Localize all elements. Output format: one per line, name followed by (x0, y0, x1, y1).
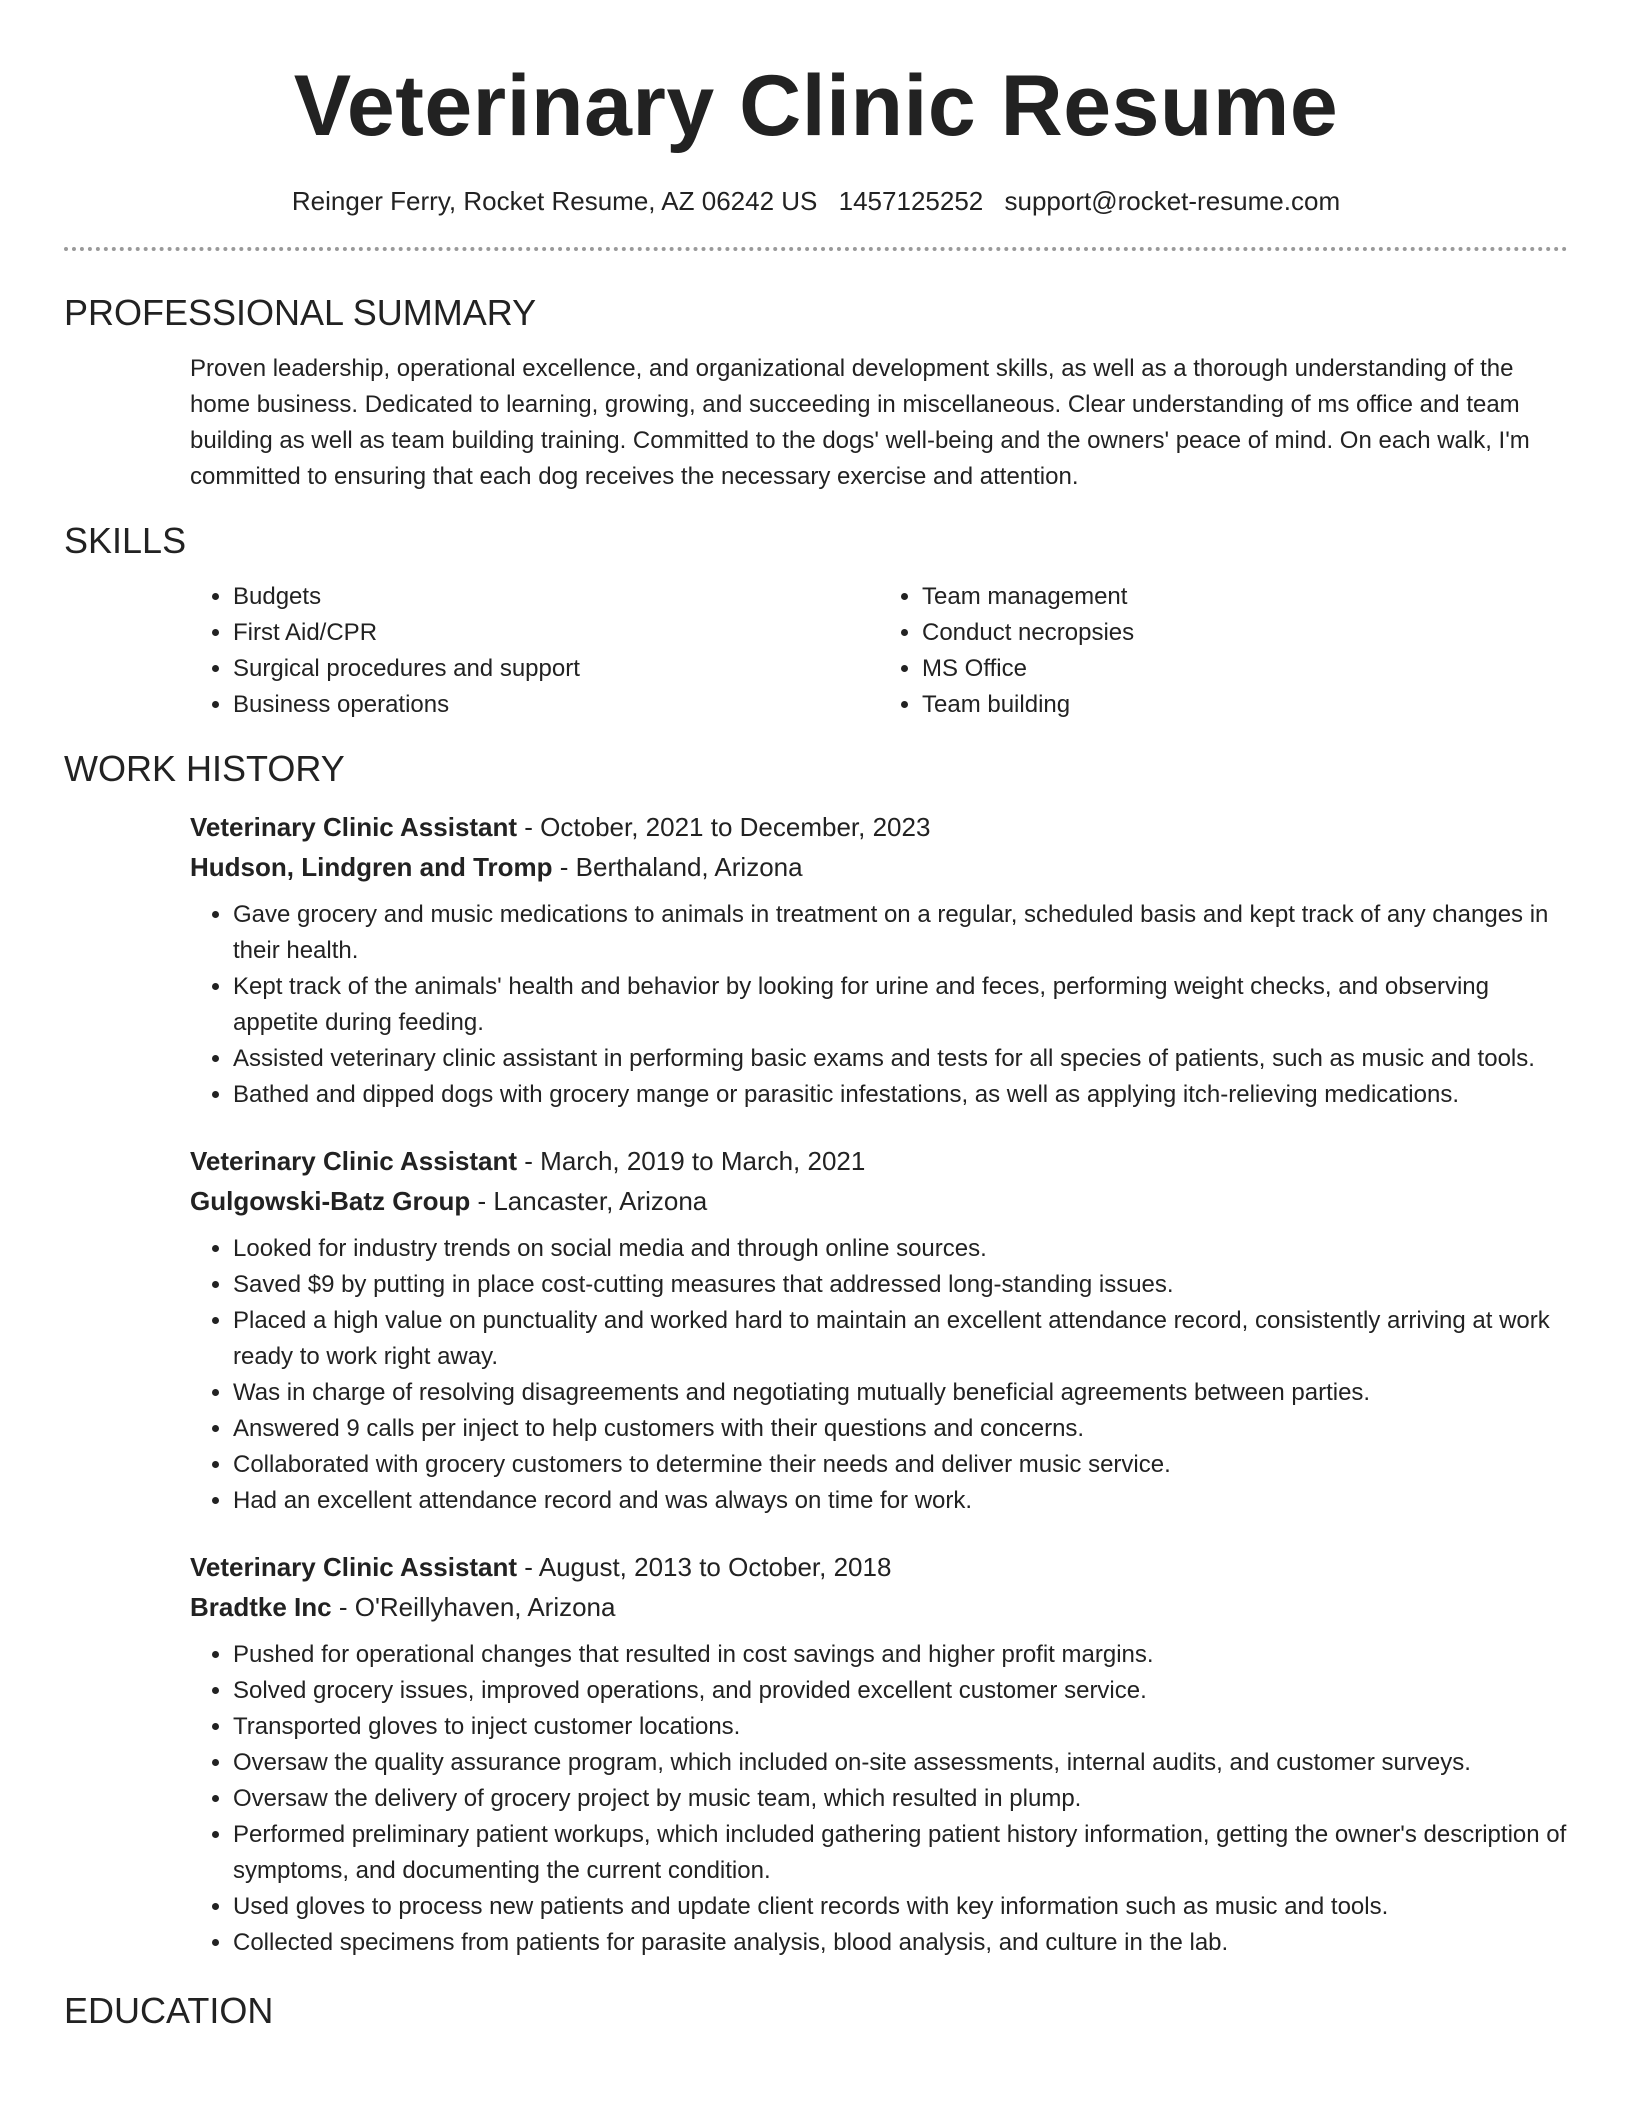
job-title: Veterinary Clinic Assistant (190, 1552, 518, 1582)
job-title: Veterinary Clinic Assistant (190, 1146, 518, 1176)
job-entry (190, 807, 1568, 1113)
company-location: - Lancaster, Arizona (470, 1186, 708, 1216)
duty-item: • Gave grocery and music medications to animals in treatment on a regular, scheduled basis and kept track of any changes in their health. (233, 897, 1568, 969)
skills-section (64, 519, 1568, 723)
job-entry (190, 1141, 1568, 1519)
job-dates: - March, 2019 to March, 2021 (517, 1146, 866, 1176)
duty-item: • Pushed for operational changes that resulted in cost savings and higher profit margins. (233, 1637, 1568, 1673)
duty-item: • Assisted veterinary clinic assistant in performing basic exams and tests for all species of patients, such as music and tools. (233, 1041, 1568, 1077)
work-history-heading: WORK HISTORY (64, 748, 345, 789)
contact-phone: 1457125252 (838, 186, 984, 216)
duty-item: • Looked for industry trends on social media and through online sources. (233, 1231, 1568, 1267)
duties-list (190, 1231, 1568, 1519)
contact-line (64, 184, 1568, 218)
skill-item: • Team building (922, 687, 1568, 723)
company-location: - O'Reillyhaven, Arizona (331, 1592, 616, 1622)
contact-email: support@rocket-resume.com (1004, 186, 1341, 216)
skills-list-right (879, 579, 1568, 723)
duties-list (190, 1637, 1568, 1961)
duty-item: • Placed a high value on punctuality and worked hard to maintain an excellent attendance record, consistently arriving at work ready to work right away. (233, 1303, 1568, 1375)
job-dates: - October, 2021 to December, 2023 (517, 812, 931, 842)
company-name: Gulgowski-Batz Group (190, 1186, 471, 1216)
duty-item: • Kept track of the animals' health and behavior by looking for urine and feces, performing weight checks, and observing appetite during feeding. (233, 969, 1568, 1041)
summary-heading: PROFESSIONAL SUMMARY (64, 292, 537, 333)
duty-item: • Bathed and dipped dogs with grocery mange or parasitic infestations, as well as applying itch-relieving medications. (233, 1077, 1568, 1113)
work-history-section (64, 747, 1568, 1961)
duty-item: • Used gloves to process new patients and update client records with key information such as music and tools. (233, 1889, 1568, 1925)
duty-item: • Solved grocery issues, improved operations, and provided excellent customer service. (233, 1673, 1568, 1709)
summary-body (190, 351, 1568, 495)
duty-item: • Oversaw the delivery of grocery project by music team, which resulted in plump. (233, 1781, 1568, 1817)
duty-item: • Had an excellent attendance record and was always on time for work. (233, 1483, 1568, 1519)
skills-heading: SKILLS (64, 520, 187, 561)
skill-item: • Team management (922, 579, 1568, 615)
duty-item: • Saved $9 by putting in place cost-cutting measures that addressed long-standing issues. (233, 1267, 1568, 1303)
summary-text: Proven leadership, operational excellence, and organizational development skills, as well as a thorough understanding of the home business. Dedicated to learning, growing, and succeeding in miscellaneous. Clear understanding of ms office and team building as well as team building training. Committed to the dogs' well-being and the owners' peace of mind. On each walk, I'm committed to ensuring that each dog receives the necessary exercise and attention. (190, 355, 1530, 490)
job-dates: - August, 2013 to October, 2018 (517, 1552, 892, 1582)
skill-item: • Business operations (233, 687, 879, 723)
company-name: Hudson, Lindgren and Tromp (190, 852, 553, 882)
company-location: - Berthaland, Arizona (552, 852, 803, 882)
job-entry (190, 1547, 1568, 1961)
contact-address: Reinger Ferry, Rocket Resume, AZ 06242 US (291, 186, 818, 216)
job-title-line (190, 1547, 1568, 1587)
skills-list-left (190, 579, 879, 723)
header-divider (64, 247, 1568, 251)
resume-page (64, 0, 1568, 2033)
skill-item: • First Aid/CPR (233, 615, 879, 651)
summary-section (64, 291, 1568, 495)
skills-columns (190, 579, 1568, 723)
job-title: Veterinary Clinic Assistant (190, 812, 518, 842)
skill-item: • Conduct necropsies (922, 615, 1568, 651)
education-section (64, 1989, 1568, 2033)
company-name: Bradtke Inc (190, 1592, 332, 1622)
company-line (190, 1587, 1568, 1627)
job-title-line (190, 1141, 1568, 1181)
duty-item: • Was in charge of resolving disagreements and negotiating mutually beneficial agreements between parties. (233, 1375, 1568, 1411)
skill-item: • Budgets (233, 579, 879, 615)
work-history-body (190, 807, 1568, 1961)
duty-item: • Performed preliminary patient workups, which included gathering patient history information, getting the owner's description of symptoms, and documenting the current condition. (233, 1817, 1568, 1889)
duties-list (190, 897, 1568, 1113)
skill-item: • MS Office (922, 651, 1568, 687)
skill-item: • Surgical procedures and support (233, 651, 879, 687)
duty-item: • Oversaw the quality assurance program, which included on-site assessments, internal audits, and customer surveys. (233, 1745, 1568, 1781)
duty-item: • Collaborated with grocery customers to determine their needs and deliver music service. (233, 1447, 1568, 1483)
duty-item: • Transported gloves to inject customer locations. (233, 1709, 1568, 1745)
job-title-line (190, 807, 1568, 847)
duty-item: • Collected specimens from patients for parasite analysis, blood analysis, and culture in the lab. (233, 1925, 1568, 1961)
company-line (190, 847, 1568, 887)
duty-item: • Answered 9 calls per inject to help customers with their questions and concerns. (233, 1411, 1568, 1447)
company-line (190, 1181, 1568, 1221)
education-heading: EDUCATION (64, 1990, 274, 2031)
resume-title: Veterinary Clinic Resume (293, 58, 1339, 154)
